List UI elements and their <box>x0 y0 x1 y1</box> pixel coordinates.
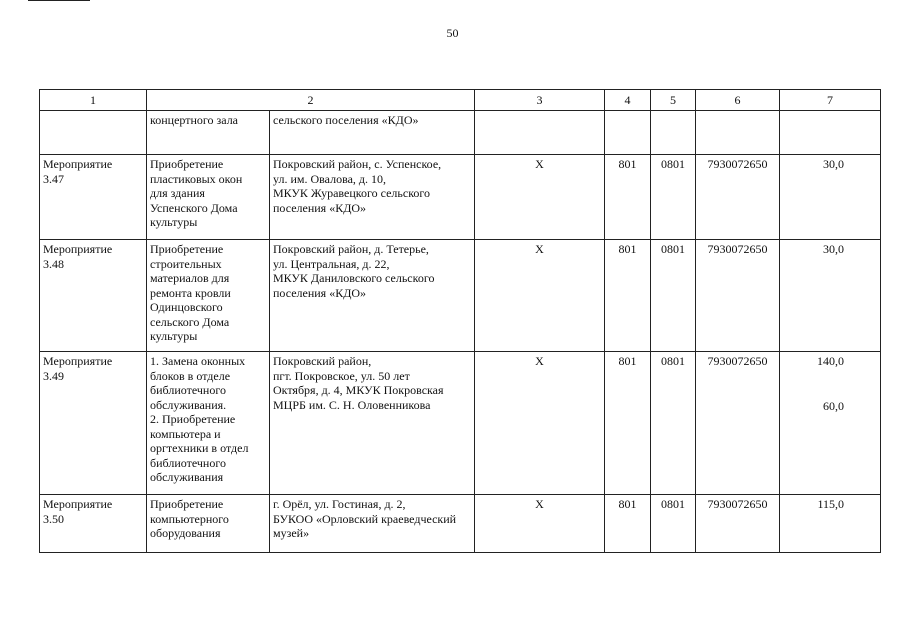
table-row <box>40 155 881 240</box>
measure-cell: Мероприятие 3.49 <box>40 352 147 495</box>
table-row <box>40 352 881 495</box>
description-cell: 1. Замена оконных блоков в отделе библиотечного обслуживания. 2. Приобретение компьютера и оргтехники в отдел библиотечного обслуживания <box>147 352 270 495</box>
amount-cell: 115,0 <box>780 495 881 553</box>
amount-value-2: 60,0 <box>823 398 844 413</box>
target-code-cell: 7930072650 <box>696 155 780 240</box>
table-header-row <box>40 90 881 111</box>
measure-cell: Мероприятие 3.50 <box>40 495 147 553</box>
table-row <box>40 240 881 352</box>
mark-cell: Х <box>475 352 605 495</box>
description-cell: концертного зала <box>147 111 270 155</box>
mark-cell: Х <box>475 495 605 553</box>
measure-cell <box>40 111 147 155</box>
section-cell: 0801 <box>651 495 696 553</box>
target-code-cell: 7930072650 <box>696 352 780 495</box>
header-cell: 5 <box>651 90 696 111</box>
description-cell: Приобретение компьютерного оборудования <box>147 495 270 553</box>
measure-cell: Мероприятие 3.48 <box>40 240 147 352</box>
code-cell: 801 <box>605 155 651 240</box>
header-cell: 1 <box>40 90 147 111</box>
description-cell: Приобретение строительных материалов для ремонта кровли Одинцовского сельского Дома культуры <box>147 240 270 352</box>
section-cell: 0801 <box>651 155 696 240</box>
amount-cell: 30,0 <box>780 155 881 240</box>
address-cell: г. Орёл, ул. Гостиная, д. 2, БУКОО «Орловский краеведческий музей» <box>270 495 475 553</box>
code-cell <box>605 111 651 155</box>
amount-cell <box>780 352 881 495</box>
amount-cell: 30,0 <box>780 240 881 352</box>
table-row <box>40 495 881 553</box>
address-cell: Покровский район, пгт. Покровское, ул. 50 лет Октября, д. 4, МКУК Покровская МЦРБ им. С. Н. Оловенникова <box>270 352 475 495</box>
header-cell: 3 <box>475 90 605 111</box>
target-code-cell: 7930072650 <box>696 495 780 553</box>
header-cell: 2 <box>147 90 475 111</box>
amount-value-1: 140,0 <box>817 354 844 368</box>
section-cell <box>651 111 696 155</box>
section-cell: 0801 <box>651 240 696 352</box>
amount-cell <box>780 111 881 155</box>
measure-cell: Мероприятие 3.47 <box>40 155 147 240</box>
target-code-cell <box>696 111 780 155</box>
table-row <box>40 111 881 155</box>
code-cell: 801 <box>605 352 651 495</box>
address-cell: Покровский район, с. Успенское, ул. им. Овалова, д. 10, МКУК Журавецкого сельского поселения «КДО» <box>270 155 475 240</box>
mark-cell: Х <box>475 240 605 352</box>
code-cell: 801 <box>605 495 651 553</box>
header-cell: 7 <box>780 90 881 111</box>
budget-table <box>39 89 881 553</box>
header-cell: 4 <box>605 90 651 111</box>
address-cell: Покровский район, д. Тетерье, ул. Центральная, д. 22, МКУК Даниловского сельского поселения «КДО» <box>270 240 475 352</box>
page-number: 50 <box>446 26 459 40</box>
mark-cell <box>475 111 605 155</box>
target-code-cell: 7930072650 <box>696 240 780 352</box>
mark-cell: Х <box>475 155 605 240</box>
top-rule <box>28 0 90 1</box>
section-cell: 0801 <box>651 352 696 495</box>
code-cell: 801 <box>605 240 651 352</box>
amount-gap <box>783 369 844 399</box>
description-cell: Приобретение пластиковых окон для здания Успенского Дома культуры <box>147 155 270 240</box>
address-cell: сельского поселения «КДО» <box>270 111 475 155</box>
header-cell: 6 <box>696 90 780 111</box>
